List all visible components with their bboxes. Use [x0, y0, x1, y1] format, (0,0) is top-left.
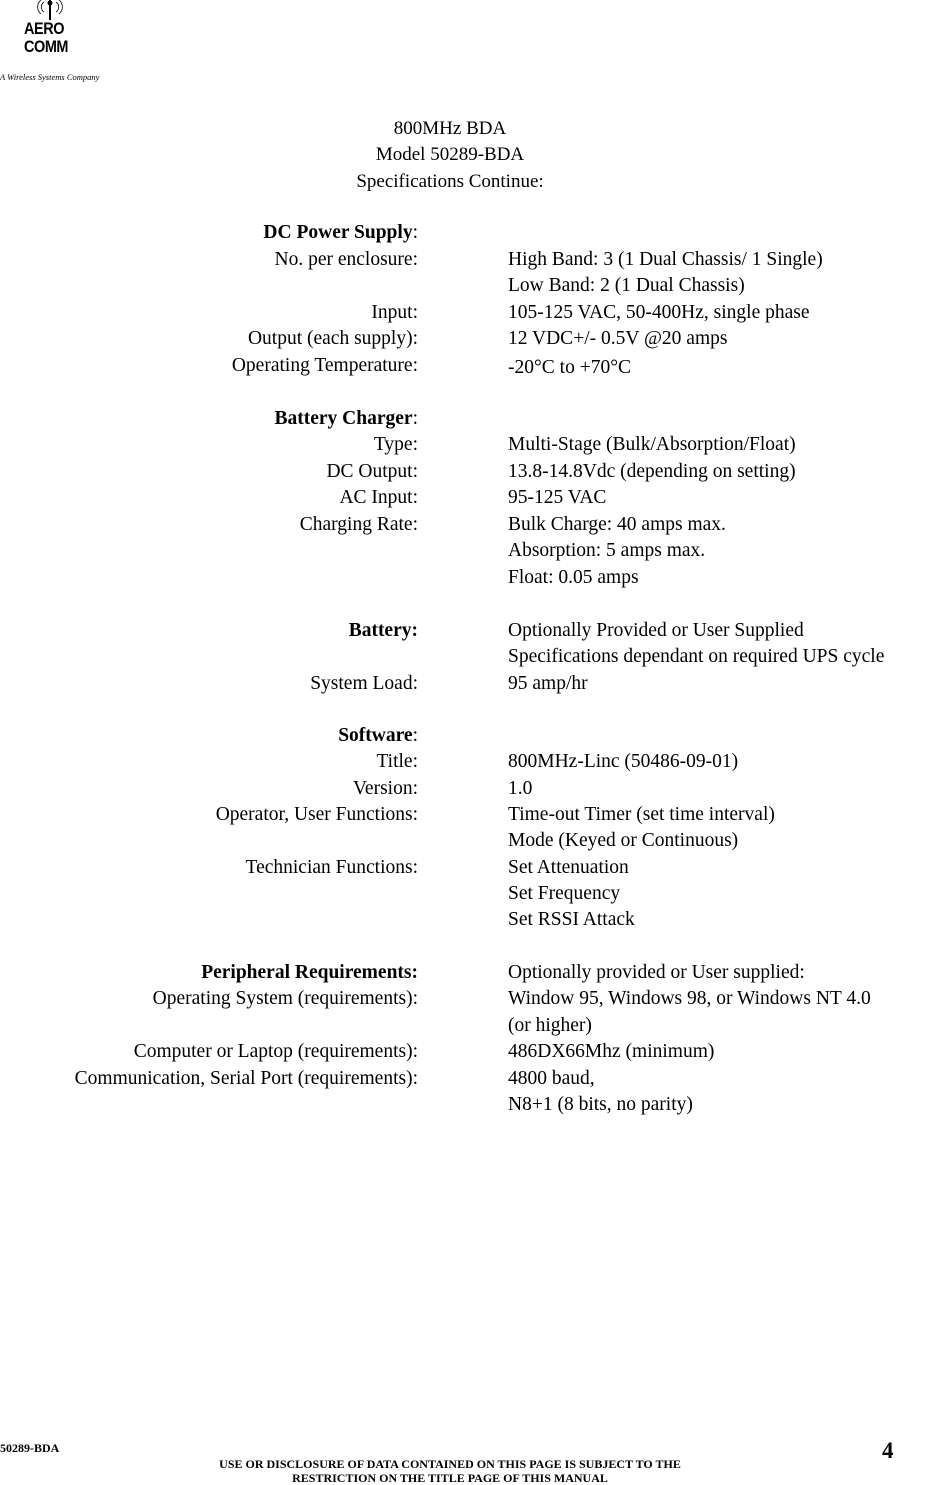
spec-row	[0, 302, 941, 326]
spec-label: Computer or Laptop (requirements):	[133, 1041, 418, 1062]
spec-row	[0, 962, 941, 986]
spec-value: Optionally provided or User supplied:	[508, 962, 805, 983]
spec-row	[0, 1015, 941, 1039]
spec-row	[0, 408, 941, 432]
spec-row	[0, 725, 941, 749]
spec-label: Input:	[371, 302, 418, 323]
spec-label: Title:	[376, 751, 418, 772]
spec-label: Operator, User Functions:	[215, 804, 418, 825]
spec-value: Float: 0.05 amps	[508, 567, 639, 588]
spec-label: Software:	[338, 725, 418, 746]
spec-row	[0, 355, 941, 379]
footer-notice-line-2: RESTRICTION ON THE TITLE PAGE OF THIS MANUAL	[292, 1471, 608, 1485]
spec-value: 4800 baud,	[508, 1068, 595, 1089]
spec-label: Version:	[353, 778, 418, 799]
spec-row	[0, 778, 941, 802]
spec-label: DC Power Supply:	[263, 222, 418, 243]
company-logo	[0, 0, 110, 84]
spec-label: Output (each supply):	[247, 328, 418, 349]
spec-row	[0, 673, 941, 697]
spec-row	[0, 804, 941, 828]
spec-value: Mode (Keyed or Continuous)	[508, 830, 739, 851]
spec-value: 12 VDC+/- 0.5V @20 amps	[508, 328, 728, 349]
spec-label: Operating Temperature:	[231, 355, 418, 376]
spec-row	[0, 275, 941, 299]
spec-row	[0, 988, 941, 1012]
spec-value: (or higher)	[508, 1015, 592, 1036]
spec-row	[0, 1041, 941, 1065]
doc-title: 800MHz BDA	[393, 118, 507, 139]
spec-label: Charging Rate:	[299, 514, 418, 535]
spec-value: Optionally Provided or User Supplied	[508, 620, 804, 641]
doc-model: Model 50289-BDA	[375, 144, 525, 165]
spec-value: Bulk Charge: 40 amps max.	[508, 514, 726, 535]
spec-label: Communication, Serial Port (requirements):	[74, 1068, 418, 1089]
spec-row	[0, 222, 941, 246]
spec-label: Battery Charger:	[274, 408, 418, 429]
spec-row	[0, 328, 941, 352]
spec-value: Low Band: 2 (1 Dual Chassis)	[508, 275, 745, 296]
footer-doc-id: 50289-BDA	[0, 1441, 60, 1455]
spec-value: N8+1 (8 bits, no parity)	[508, 1094, 693, 1115]
spec-row	[0, 857, 941, 881]
spec-value: 1.0	[508, 778, 533, 799]
spec-row	[0, 540, 941, 564]
spec-row	[0, 620, 941, 644]
spec-row	[0, 249, 941, 273]
spec-row	[0, 434, 941, 458]
spec-row	[0, 514, 941, 538]
spec-row	[0, 1094, 941, 1118]
spec-label: Operating System (requirements):	[152, 988, 418, 1009]
footer-notice	[150, 1457, 750, 1485]
spec-row	[0, 1068, 941, 1092]
spec-label: AC Input:	[339, 487, 418, 508]
spec-row	[0, 646, 941, 670]
logo-tagline: A Wireless Systems Company	[0, 72, 100, 82]
spec-value: Absorption: 5 amps max.	[508, 540, 706, 561]
spec-value: 800MHz-Linc (50486-09-01)	[508, 751, 739, 772]
spec-row	[0, 567, 941, 591]
logo-line-2: COMM	[24, 37, 69, 56]
doc-subtitle: Specifications Continue:	[356, 171, 544, 192]
spec-label: DC Output:	[326, 461, 418, 482]
spec-row	[0, 487, 941, 511]
antenna-waves-icon	[30, 0, 70, 20]
spec-value: Set Attenuation	[508, 857, 629, 878]
spec-value: Specifications dependant on required UPS cycle	[508, 646, 885, 667]
spec-value: Multi-Stage (Bulk/Absorption/Float)	[508, 434, 796, 455]
spec-value: 95 amp/hr	[508, 673, 588, 694]
spec-label: No. per enclosure:	[274, 249, 418, 270]
spec-value: Set RSSI Attack	[508, 909, 635, 930]
spec-row	[0, 883, 941, 907]
spec-value: 105-125 VAC, 50-400Hz, single phase	[508, 302, 810, 323]
spec-value: Window 95, Windows 98, or Windows NT 4.0	[508, 988, 871, 1009]
spec-value: Time-out Timer (set time interval)	[508, 804, 775, 825]
footer-notice-line-1: USE OR DISCLOSURE OF DATA CONTAINED ON THIS PAGE IS SUBJECT TO THE	[219, 1457, 681, 1471]
spec-label: Technician Functions:	[245, 857, 418, 878]
spec-value: 13.8-14.8Vdc (depending on setting)	[508, 461, 796, 482]
spec-row	[0, 461, 941, 485]
spec-value: High Band: 3 (1 Dual Chassis/ 1 Single)	[508, 249, 823, 270]
page-number: 4	[882, 1438, 894, 1463]
spec-label: Battery:	[348, 620, 418, 641]
spec-value: -20°C to +70°C	[508, 357, 632, 378]
spec-value: Set Frequency	[508, 883, 621, 904]
logo-line-1: AERO	[24, 19, 65, 38]
spec-label: System Load:	[310, 673, 418, 694]
spec-value: 95-125 VAC	[508, 487, 607, 508]
spec-row	[0, 751, 941, 775]
spec-row	[0, 830, 941, 854]
spec-label: Type:	[373, 434, 418, 455]
spec-value: 486DX66Mhz (minimum)	[508, 1041, 715, 1062]
spec-label: Peripheral Requirements:	[201, 962, 418, 983]
spec-row	[0, 909, 941, 933]
